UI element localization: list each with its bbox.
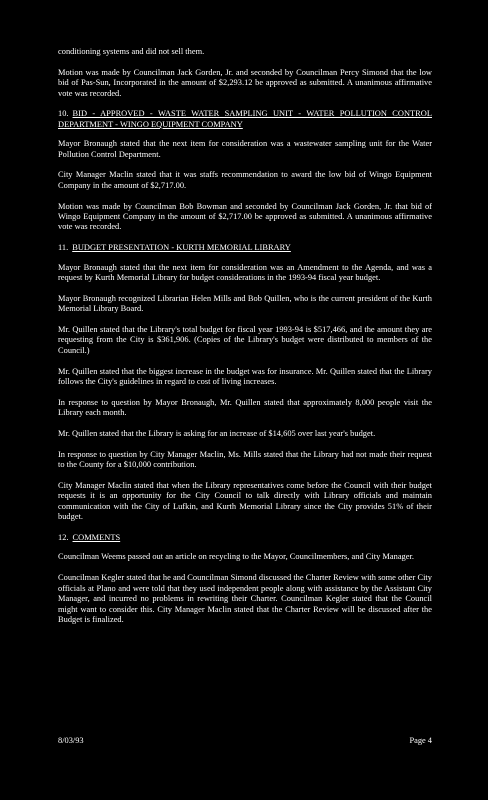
paragraph: Mr. Quillen stated that the Library's total budget for fiscal year 1993-94 is $517,466, and the amount they are requesting from the City is $361,906. (Copies of the Library's budget were distributed to members of the Council.): [58, 325, 432, 355]
paragraph: Mr. Quillen stated that the Library is asking for an increase of $14,605 over last year's budget.: [58, 429, 376, 439]
paragraph: conditioning systems and did not sell them.: [58, 47, 205, 56]
paragraph: In response to question by City Manager Maclin, Ms. Mills stated that the Library had not made their request to the County for a $10,000 contribution.: [58, 449, 432, 470]
paragraph: Mr. Quillen stated that the biggest increase in the budget was for insurance. Mr. Quillen stated that the Library follows the City's guidelines in regard to cost of living increases.: [58, 366, 432, 387]
paragraph: Motion was made by Councilman Bob Bowman and seconded by Councilman Jack Gorden, Jr. that bid of Wingo Equipment Company in the amount of $2,717.00 be approved as submitted. A unanimous affirmative vote was recorded.: [58, 201, 432, 232]
section-heading: [58, 533, 432, 543]
paragraph: Councilman Kegler stated that he and Councilman Simond discussed the Charter Review with some other City officials at Plano and were told that they used independent people along with assistance by the Assistant City Manager, and incurred no problems in rewriting their Charter. Councilman Kegler stated that the Council might want to consider this. City Manager Maclin stated that the Charter Review will be discussed after the Budget is finalized.: [58, 573, 432, 624]
section-title: BID - APPROVED - WASTE WATER SAMPLING UNIT - WATER POLLUTION CONTROL DEPARTMENT - WINGO EQUIPMENT COMPANY: [58, 109, 432, 129]
page-number: Page 4: [409, 736, 432, 745]
section-heading: [58, 109, 432, 130]
paragraph: Motion was made by Councilman Jack Gorden, Jr. and seconded by Councilman Percy Simond that the low bid of Pas-Sun, Incorporated in the amount of $2,293.12 be approved as submitted. A unanimous affirmative vote was recorded.: [58, 67, 432, 98]
section-title: COMMENTS: [72, 533, 121, 543]
section-number: 10.: [58, 109, 69, 119]
paragraph: Mayor Bronaugh stated that the next item for consideration was an Amendment to the Agenda, and was a request by Kurth Memorial Library for budget considerations in the 1993-94 fiscal year budget.: [58, 262, 432, 283]
paragraph: Mayor Bronaugh recognized Librarian Helen Mills and Bob Quillen, who is the current president of the Kurth Memorial Library Board.: [58, 293, 432, 314]
section-heading: [58, 243, 432, 253]
section-title: BUDGET PRESENTATION - KURTH MEMORIAL LIBRARY: [72, 243, 291, 253]
paragraph: Mayor Bronaugh stated that the next item for consideration was a wastewater sampling unit for the Water Pollution Control Department.: [58, 139, 432, 159]
footer-date: 8/03/93: [58, 736, 84, 745]
paragraph: In response to question by Mayor Bronaugh, Mr. Quillen stated that approximately 8,000 people visit the Library each month.: [58, 397, 432, 418]
paragraph: City Manager Maclin stated that it was staffs recommendation to award the low bid of Wingo Equipment Company in the amount of $2,717.00.: [58, 170, 432, 190]
paragraph: Councilman Weems passed out an article on recycling to the Mayor, Councilmembers, and City Manager.: [58, 552, 414, 562]
document-body: [58, 47, 432, 636]
paragraph: City Manager Maclin stated that when the Library representatives come before the Council with their budget requests it is an opportunity for the City Council to talk directly with Library officials and maintain communication with the City of Lufkin, and Kurth Memorial Library since the City provides 51% of their budget.: [58, 481, 432, 522]
section-number: 12.: [58, 533, 69, 543]
section-number: 11.: [58, 243, 69, 253]
